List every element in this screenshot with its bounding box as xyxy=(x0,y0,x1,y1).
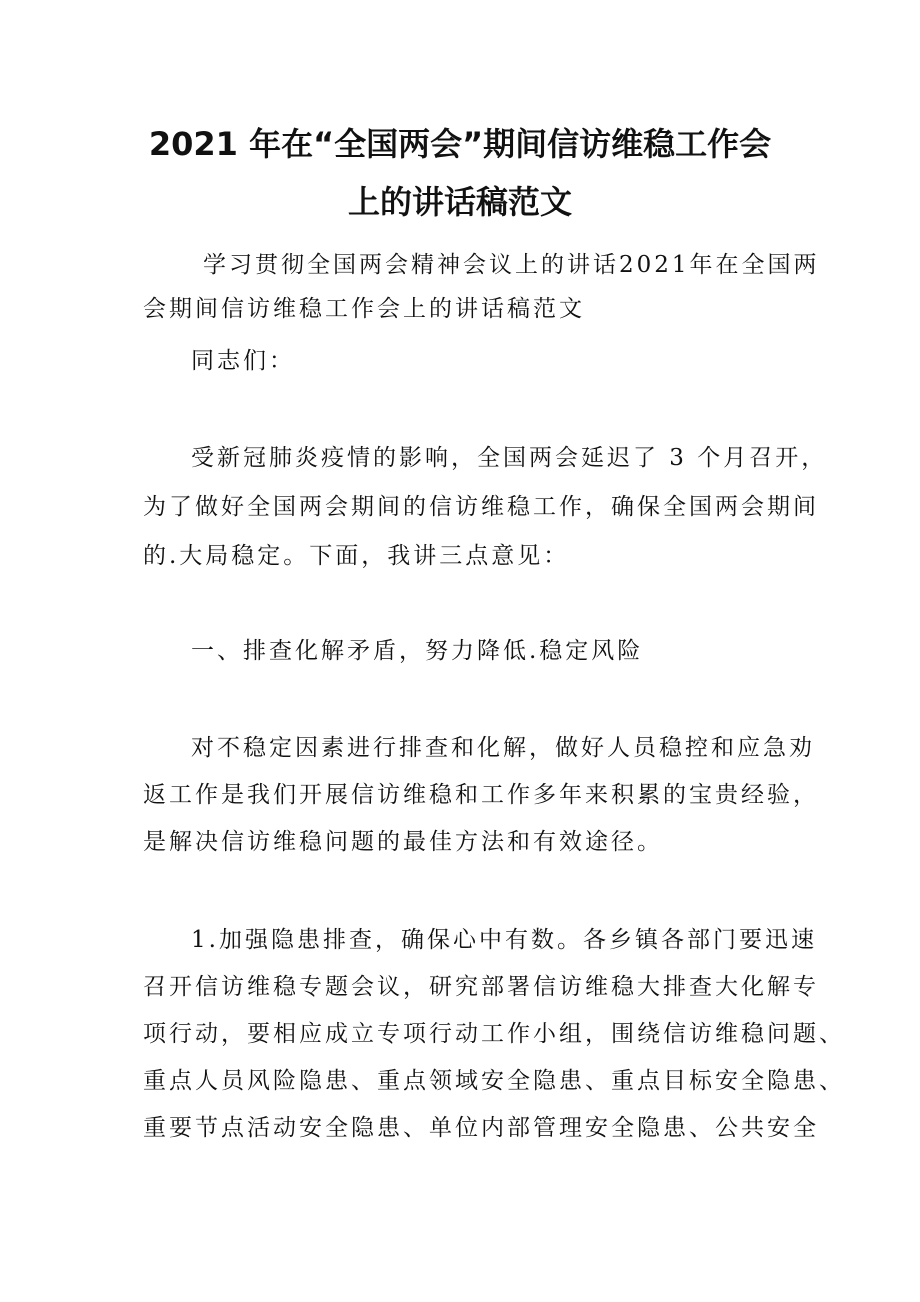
document-title-line-1: 2021 年在“全国两会”期间信访维稳工作会 xyxy=(148,125,772,163)
section-1-body-line-1: 对不稳定因素进行排查和化解，做好人员稳控和应急劝 xyxy=(191,735,815,761)
document-title-line-2: 上的讲话稿范文 xyxy=(347,183,572,221)
salutation-line: 同志们： xyxy=(191,348,295,374)
opening-line-1: 受新冠肺炎疫情的影响，全国两会延迟了 3 个月召开， xyxy=(191,445,828,471)
section-1-heading-line: 一、排查化解矛盾，努力降低.稳定风险 xyxy=(191,638,644,664)
item-1-line-5: 重要节点活动安全隐患、单位内部管理安全隐患、公共安全 xyxy=(143,1115,819,1141)
opening-line-2: 为了做好全国两会期间的信访维稳工作，确保全国两会期间 xyxy=(143,494,819,520)
intro-line-1: 学习贯彻全国两会精神会议上的讲话2021年在全国两 xyxy=(203,252,820,278)
item-1-line-3: 项行动，要相应成立专项行动工作小组，围绕信访维稳问题、 xyxy=(143,1021,845,1047)
item-1-line-2: 召开信访维稳专题会议，研究部署信访维稳大排查大化解专 xyxy=(143,974,819,1000)
section-1-body-line-3: 是解决信访维稳问题的最佳方法和有效途径。 xyxy=(143,829,663,855)
intro-line-2: 会期间信访维稳工作会上的讲话稿范文 xyxy=(143,296,585,322)
item-1-line-4: 重点人员风险隐患、重点领域安全隐患、重点目标安全隐患、 xyxy=(143,1068,845,1094)
section-1-body-line-2: 返工作是我们开展信访维稳和工作多年来积累的宝贵经验， xyxy=(143,782,819,808)
opening-line-3: 的.大局稳定。下面，我讲三点意见： xyxy=(143,543,570,569)
item-1-line-1: 1.加强隐患排查，确保心中有数。各乡镇各部门要迅速 xyxy=(191,927,817,953)
